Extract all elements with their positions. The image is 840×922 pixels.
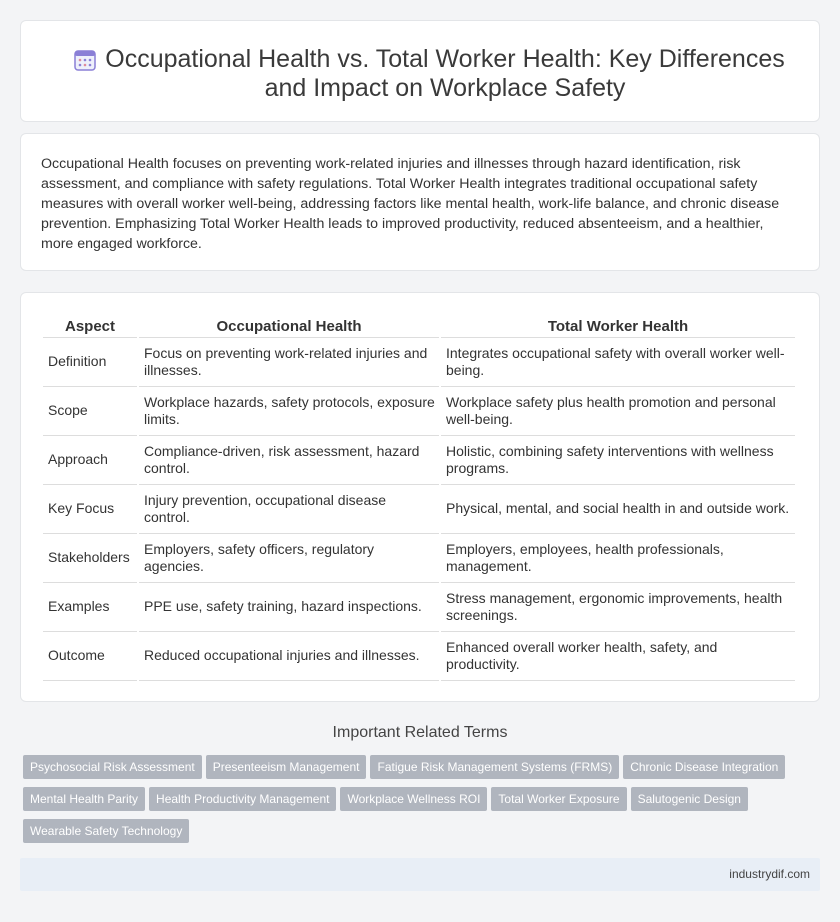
total-worker-health-cell: Holistic, combining safety interventions with wellness programs. [441,436,795,485]
total-worker-health-cell: Physical, mental, and social health in and outside work. [441,485,795,534]
related-term-tag[interactable]: Chronic Disease Integration [623,755,785,779]
title-card [20,20,820,122]
footer-site-link[interactable]: industrydif.com [729,867,810,881]
aspect-cell: Approach [43,436,137,485]
table-row [43,632,795,681]
related-term-tag[interactable]: Health Productivity Management [149,787,336,811]
related-term-tag[interactable]: Wearable Safety Technology [23,819,189,843]
aspect-cell: Definition [43,338,137,387]
table-row [43,485,795,534]
total-worker-health-cell: Integrates occupational safety with overall worker well-being. [441,338,795,387]
related-term-tag[interactable]: Mental Health Parity [23,787,145,811]
related-term-tag[interactable]: Fatigue Risk Management Systems (FRMS) [370,755,619,779]
table-header-row [43,313,795,338]
footer [20,858,820,891]
total-worker-health-cell: Employers, employees, health professionals, management. [441,534,795,583]
occupational-health-cell: Focus on preventing work-related injuries and illnesses. [139,338,439,387]
related-terms-list [23,755,823,851]
intro-paragraph: Occupational Health focuses on preventing work-related injuries and illnesses through hazard identification, risk assessment, and compliance with safety regulations. Total Worker Health integrates traditional occupational safety measures with overall worker well-being, addressing factors like mental health, work-life balance, and chronic disease prevention. Emphasizing Total Worker Health leads to improved productivity, reduced absenteeism, and a healthier, more engaged workforce. [41,156,780,252]
table-row [43,534,795,583]
table-row [43,436,795,485]
aspect-cell: Key Focus [43,485,137,534]
occupational-health-cell: Compliance-driven, risk assessment, hazard control. [139,436,439,485]
total-worker-health-cell: Stress management, ergonomic improvements, health screenings. [441,583,795,632]
table-row [43,338,795,387]
related-term-tag[interactable]: Total Worker Exposure [491,787,626,811]
aspect-cell: Outcome [43,632,137,681]
table-row [43,583,795,632]
related-terms-title: Important Related Terms [332,724,508,741]
header-aspect: Aspect [43,313,137,338]
aspect-cell: Stakeholders [43,534,137,583]
aspect-cell: Examples [43,583,137,632]
total-worker-health-cell: Enhanced overall worker health, safety, and productivity. [441,632,795,681]
related-term-tag[interactable]: Psychosocial Risk Assessment [23,755,202,779]
aspect-cell: Scope [43,387,137,436]
page-title: Occupational Health vs. Total Worker Health: Key Differences and Impact on Workplace Safety [105,45,785,102]
total-worker-health-cell: Workplace safety plus health promotion and personal well-being. [441,387,795,436]
header-occupational-health: Occupational Health [139,313,439,338]
comparison-table [41,313,797,681]
occupational-health-cell: PPE use, safety training, hazard inspections. [139,583,439,632]
intro-card [20,133,820,271]
comparison-card [20,292,820,702]
occupational-health-cell: Injury prevention, occupational disease control. [139,485,439,534]
header-total-worker-health: Total Worker Health [441,313,795,338]
related-term-tag[interactable]: Workplace Wellness ROI [340,787,487,811]
occupational-health-cell: Reduced occupational injuries and illnesses. [139,632,439,681]
occupational-health-cell: Employers, safety officers, regulatory agencies. [139,534,439,583]
related-term-tag[interactable]: Salutogenic Design [631,787,748,811]
occupational-health-cell: Workplace hazards, safety protocols, exposure limits. [139,387,439,436]
table-row [43,387,795,436]
related-term-tag[interactable]: Presenteeism Management [206,755,367,779]
